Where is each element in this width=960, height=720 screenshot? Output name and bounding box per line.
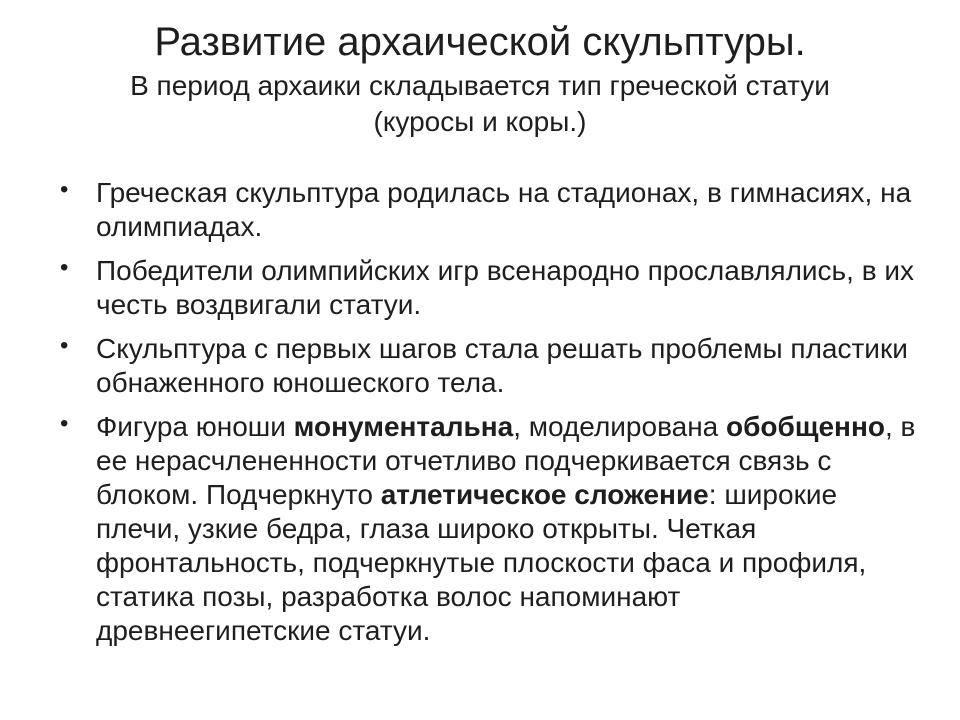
bold-term: монументальна xyxy=(293,411,514,442)
title-block xyxy=(40,18,920,140)
bullet-item xyxy=(60,332,920,400)
bullet-dot-icon: • xyxy=(60,254,69,281)
bullet-dot-icon: • xyxy=(60,176,69,203)
slide-title: Развитие архаической скульптуры. xyxy=(154,20,806,64)
bold-term: атлетическое сложение xyxy=(380,479,709,510)
bullet-dot-icon: • xyxy=(60,410,69,437)
bullet-item xyxy=(60,176,920,244)
bullet-text: Скульптура с первых шагов стала решать проблемы пластики обнаженного юношеского тела. xyxy=(96,333,908,398)
subtitle-line-2: (куросы и коры.) xyxy=(373,106,587,137)
bullet-text-part: , моделирована xyxy=(513,411,727,442)
bullet-item xyxy=(60,254,920,322)
bold-term: обобщенно xyxy=(726,411,885,442)
slide-subtitle xyxy=(40,68,920,140)
bullet-text: Греческая скульптура родилась на стадионах, в гимнасиях, на олимпиадах. xyxy=(96,177,912,242)
bullet-text xyxy=(96,411,915,646)
subtitle-line-1: В период архаики складывается тип греческой статуи xyxy=(130,70,830,101)
bullet-list xyxy=(60,176,920,658)
bullet-item xyxy=(60,410,920,648)
bullet-text-part: , в ее нерасчлененности отчетливо подчеркивается связь с блоком. Подчеркнуто xyxy=(96,411,916,510)
bullet-dot-icon: • xyxy=(60,332,69,359)
bullet-text-part: Фигура юноши xyxy=(96,411,294,442)
bullet-text: Победители олимпийских игр всенародно прославлялись, в их честь воздвигали статуи. xyxy=(96,255,914,320)
bullet-text-part: : широкие плечи, узкие бедра, глаза широко открыты. Четкая фронтальность, подчеркнутые плоскости фаса и профиля, статика позы, разработка волос напоминают древнеегипетские статуи. xyxy=(96,479,867,646)
